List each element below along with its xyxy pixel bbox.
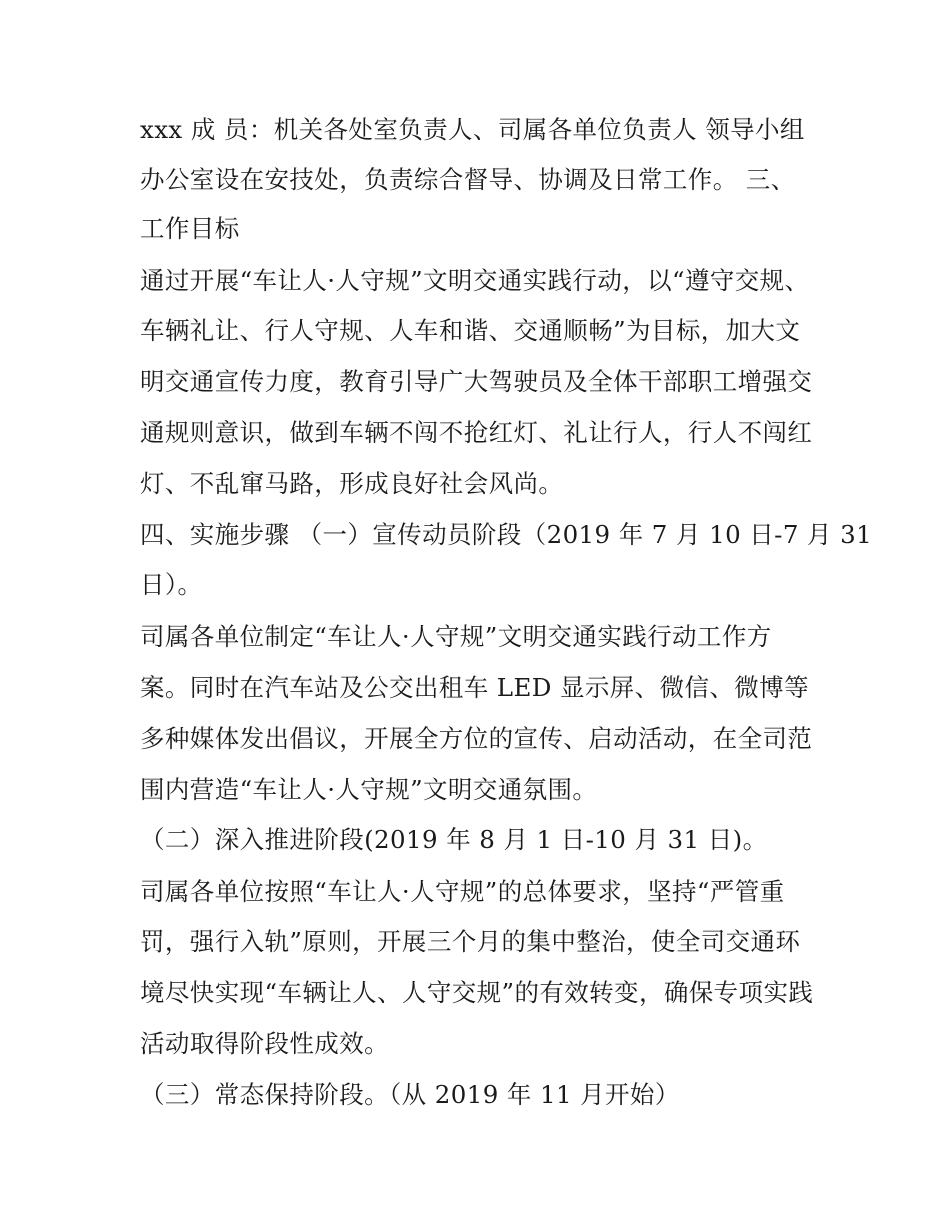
text-line: 车辆礼让、行人守规、人车和谐、交通顺畅”为目标，加大文	[140, 316, 801, 345]
text-line: 灯、不乱窜马路，形成良好社会风尚。	[140, 469, 564, 498]
text-line: 通规则意识，做到车辆不闯不抢红灯、礼让行人，行人不闯红	[140, 418, 813, 447]
text-line: 境尽快实现“车辆让人、人守交规”的有效转变，确保专项实践	[140, 978, 814, 1007]
text-line: 明交通宣传力度，教育引导广大驾驶员及全体干部职工增强交	[140, 367, 813, 396]
text-line: 办公室设在安技处，负责综合督导、协调及日常工作。 三、	[140, 165, 796, 194]
text-line: 多种媒体发出倡议，开展全方位的宣传、启动活动，在全司范	[140, 724, 813, 753]
text-line: 日）。	[140, 570, 203, 599]
text-line: 司属各单位制定“车让人·人守规”文明交通实践行动工作方	[140, 622, 772, 651]
text-line: 罚，强行入轨”原则，开展三个月的集中整治，使全司交通环	[140, 927, 801, 956]
text-line: 工作目标	[140, 214, 240, 243]
text-line: xxx 成 员：机关各处室负责人、司属各单位负责人 领导小组	[140, 115, 805, 144]
text-line: （二）深入推进阶段(2019 年 8 月 1 日-10 月 31 日)。	[140, 825, 768, 854]
text-line: （三）常态保持阶段。（从 2019 年 11 月开始）	[140, 1080, 680, 1109]
text-line: 案。同时在汽车站及公交出租车 LED 显示屏、微信、微博等	[140, 673, 809, 702]
text-line: 四、实施步骤 （一）宣传动员阶段（2019 年 7 月 10 日-7 月 31	[140, 520, 873, 549]
text-line: 活动取得阶段性成效。	[140, 1029, 389, 1058]
text-line: 司属各单位按照“车让人·人守规”的总体要求，坚持“严管重	[140, 877, 785, 906]
text-line: 围内营造“车让人·人守规”文明交通氛围。	[140, 775, 598, 804]
text-line: 通过开展“车让人·人守规”文明交通实践行动，以“遵守交规、	[140, 266, 810, 295]
